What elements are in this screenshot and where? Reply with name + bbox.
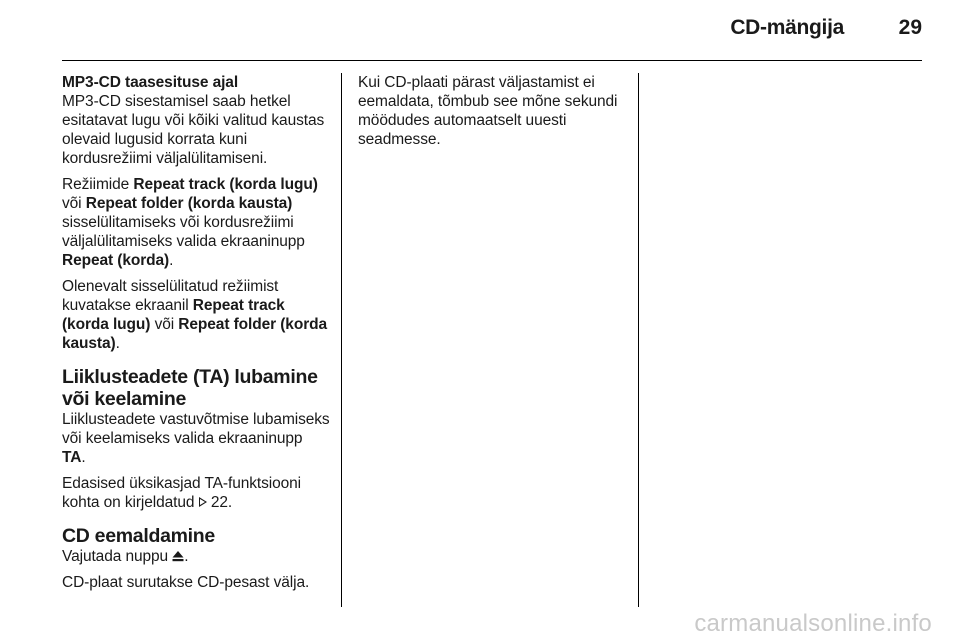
text-fragment: Vajutada nuppu (62, 548, 173, 565)
text-fragment: Režiimide (62, 176, 134, 193)
text-fragment: . (227, 494, 233, 511)
section-heading-ta: Liiklusteadete (TA) lubamine või keelamine (62, 366, 318, 410)
page-reference-link[interactable]: 22 (210, 494, 228, 511)
text-fragment: . (81, 449, 86, 466)
text-fragment: . (184, 548, 189, 565)
text-fragment: . (115, 335, 120, 352)
paragraph-ta-reference (62, 474, 330, 512)
column-divider-1 (341, 73, 342, 607)
term-repeat-track: Repeat track (korda lugu) (133, 176, 318, 193)
text-fragment: sisselülitamiseks või kordusrežiimi väljalülitamiseks valida ekraaninupp (62, 214, 305, 250)
paragraph-ta (62, 410, 330, 467)
term-repeat-track: Repeat track (korda lugu) (62, 297, 285, 333)
eject-icon (172, 550, 184, 562)
text-fragment: Liiklusteadete vastuvõtmise lubamiseks või keelamiseks valida ekraaninupp (62, 411, 330, 447)
page-title: CD-mängija (730, 16, 844, 39)
watermark: carmanualsonline.info (694, 610, 932, 637)
text-fragment: või (62, 195, 86, 212)
term-ta-button: TA (62, 449, 82, 466)
text-fragment: . (169, 252, 174, 269)
column-middle (358, 73, 622, 156)
text-fragment: Olenevalt sisselülitatud režiimist kuvatakse ekraanil (62, 278, 279, 314)
reference-arrow-icon (199, 497, 207, 507)
term-repeat-folder: Repeat folder (korda kausta) (85, 195, 293, 212)
page-number: 29 (898, 16, 922, 39)
paragraph-mp3-intro: MP3-CD sisestamisel saab hetkel esitatavat lugu või kõiki valitud kaustas olevaid lugusid korrata kuni kordusrežiimi väljalülitamiseni. (62, 93, 325, 167)
text-fragment: Edasised üksikasjad TA-funktsiooni kohta on kirjeldatud (62, 475, 301, 511)
text-fragment: või (150, 316, 179, 333)
paragraph-eject-result: CD-plaat surutakse CD-pesast välja. (62, 574, 310, 591)
paragraph-repeat-modes (62, 175, 330, 270)
term-repeat-folder: Repeat folder (korda kausta) (62, 316, 328, 352)
paragraph-repeat-display (62, 277, 330, 353)
paragraph-auto-reload: Kui CD-plaati pärast väljastamist ei eemaldata, tõmbub see mõne sekundi möödudes automaatselt uuesti seadmesse. (358, 74, 618, 148)
header-divider (62, 60, 922, 61)
section-heading-eject: CD eemaldamine (62, 525, 215, 547)
paragraph-eject-button (62, 547, 330, 566)
term-repeat-button: Repeat (korda) (62, 252, 170, 269)
column-divider-2 (638, 73, 639, 607)
column-left (62, 73, 330, 599)
subheading-mp3: MP3-CD taasesituse ajal (62, 74, 239, 91)
